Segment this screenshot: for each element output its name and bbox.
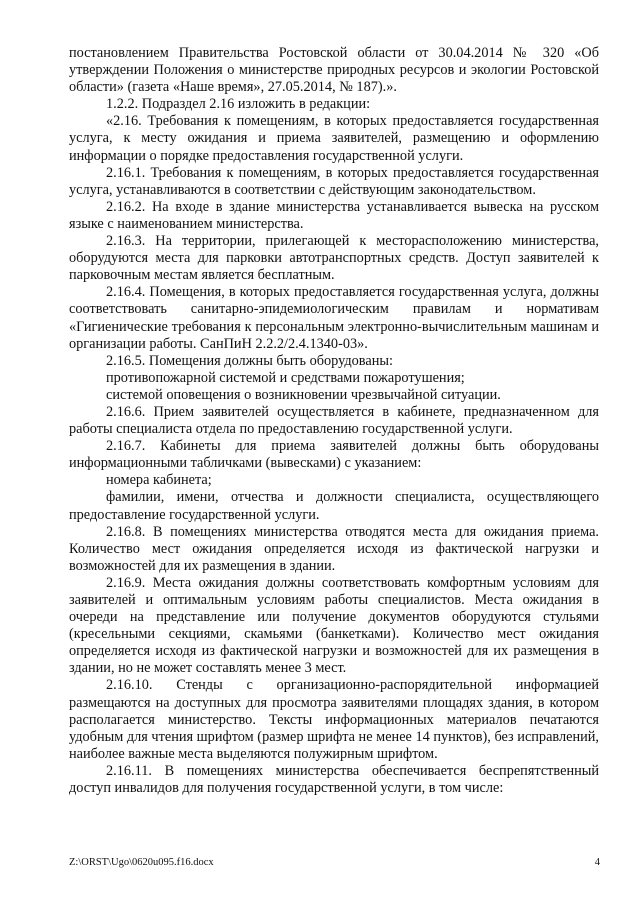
list-item-specialist-name: фамилии, имени, отчества и должности специалиста, осуществляющего предоставление государственной услуги.	[69, 489, 599, 523]
paragraph-2-16-6: 2.16.6. Прием заявителей осуществляется в кабинете, предназначенном для работы специалиста отдела по предоставлению государственной услуги.	[69, 403, 599, 438]
paragraph-2-16-2: 2.16.2. На входе в здание министерства устанавливается вывеска на русском языке с наименованием министерства.	[69, 198, 599, 232]
paragraph-2-16-1: 2.16.1. Требования к помещениям, в которых предоставляется государственная услуга, устанавливаются в соответствии с действующим законодательством.	[69, 164, 599, 198]
paragraph-2-16-8: 2.16.8. В помещениях министерства отводятся места для ожидания приема. Количество мест ожидания определяется исходя из фактической нагрузки и возможностей для их размещения в здании.	[69, 523, 599, 574]
document-body	[69, 45, 599, 797]
page-number: 4	[594, 857, 600, 868]
paragraph-2-16-11: 2.16.11. В помещениях министерства обеспечивается беспрепятственный доступ инвалидов для получения государственной услуги, в том числе:	[69, 762, 599, 797]
paragraph-1-2-2: 1.2.2. Подраздел 2.16 изложить в редакции:	[106, 96, 371, 113]
list-item-fire-system: противопожарной системой и средствами пожаротушения;	[106, 369, 465, 386]
paragraph-2-16-3: 2.16.3. На территории, прилегающей к месторасположению министерства, оборудуются места для парковки автотранспортных средств. Доступ заявителей к парковочным местам является бесплатным.	[69, 233, 599, 284]
list-item-emergency-alert: системой оповещения о возникновении чрезвычайной ситуации.	[106, 386, 501, 403]
list-item-room-number: номера кабинета;	[106, 472, 212, 489]
paragraph-2-16: «2.16. Требования к помещениям, в которых предоставляется государственная услуга, к месту ожидания и приема заявителей, размещению и оформлению информации о порядке предоставления государственной услуги.	[69, 113, 599, 164]
paragraph-2-16-4: 2.16.4. Помещения, в которых предоставляется государственная услуга, должны соответствовать санитарно-эпидемиологическим правилам и нормативам «Гигиенические требования к персональным электронно-вычислительным машинам и организации работы. СанПиН 2.2.2/2.4.1340-03».	[69, 284, 599, 352]
paragraph-2-16-9: 2.16.9. Места ожидания должны соответствовать комфортным условиям для заявителей и оптимальным условиям работы специалистов. Места ожидания в очереди на представление или получение документов оборудуются стульями (кресельными секциями, скамьями (банкетками). Количество мест ожидания определяется исходя из фактической нагрузки и возможностей для их размещения в здании, но не может составлять менее 3 мест.	[69, 574, 599, 677]
footer-file-path: Z:\ORST\Ugo\0620u095.f16.docx	[69, 857, 214, 868]
paragraph-2-16-7: 2.16.7. Кабинеты для приема заявителей должны быть оборудованы информационными табличками (вывесками) с указанием:	[69, 438, 599, 472]
paragraph-continuation: постановлением Правительства Ростовской области от 30.04.2014 № 320 «Об утверждении Положения о министерстве природных ресурсов и экологии Ростовской области» (газета «Наше время», 27.05.2014, № 187).».	[69, 45, 599, 96]
paragraph-2-16-10: 2.16.10. Стенды с организационно-распорядительной информацией размещаются на доступных для просмотра заявителями площадях здания, в котором располагается министерство. Тексты информационных материалов печатаются удобным для чтения шрифтом (размер шрифта не менее 14 пунктов), без исправлений, наиболее важные места выделяются полужирным шрифтом.	[69, 677, 599, 762]
paragraph-2-16-5: 2.16.5. Помещения должны быть оборудованы:	[106, 352, 393, 369]
